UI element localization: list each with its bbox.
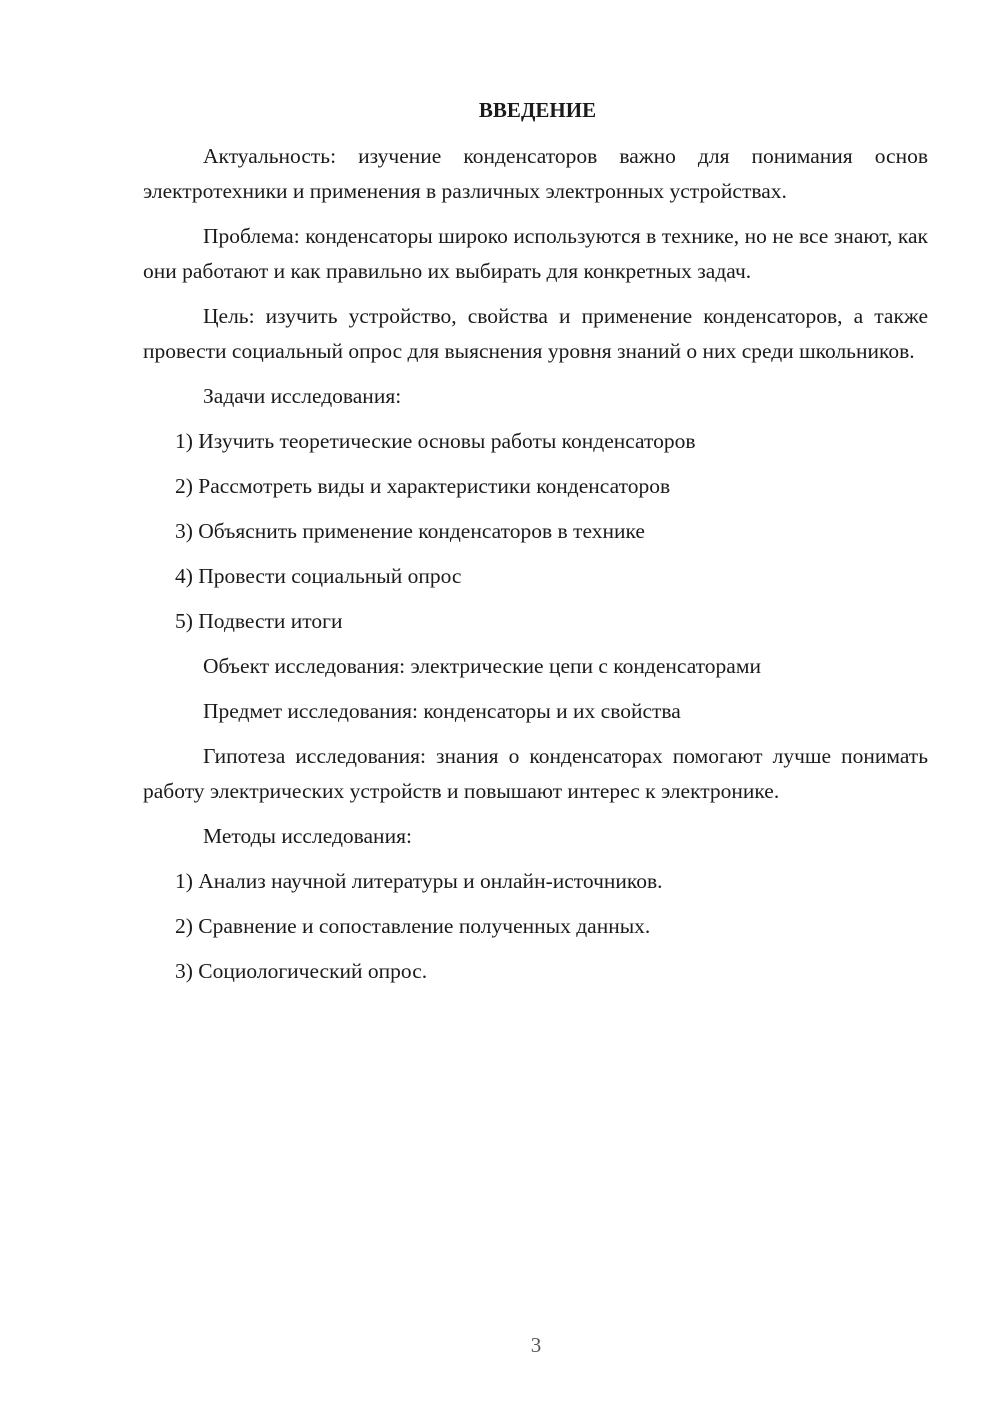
task-item: 5) Подвести итоги (175, 609, 343, 633)
methods-list (143, 864, 928, 989)
hypothesis-paragraph: Гипотеза исследования: знания о конденсаторах помогают лучше понимать работу электрических устройств и повышают интерес к электронике. (143, 744, 928, 803)
subject-line: Предмет исследования: конденсаторы и их свойства (203, 699, 681, 723)
task-item: 4) Провести социальный опрос (175, 564, 462, 588)
problem-paragraph: Проблема: конденсаторы широко используются в технике, но не все знают, как они работают и как правильно их выбирать для конкретных задач. (143, 224, 928, 283)
method-item: 2) Сравнение и сопоставление полученных данных. (175, 914, 651, 938)
tasks-heading: Задачи исследования: (203, 384, 402, 408)
methods-heading: Методы исследования: (203, 824, 412, 848)
tasks-list (143, 424, 928, 639)
relevance-paragraph: Актуальность: изучение конденсаторов важно для понимания основ электротехники и применения в различных электронных устройствах. (143, 144, 928, 203)
section-title: ВВЕДЕНИЕ (478, 98, 597, 122)
task-item: 2) Рассмотреть виды и характеристики конденсаторов (175, 474, 671, 498)
goal-paragraph: Цель: изучить устройство, свойства и применение конденсаторов, а также провести социальный опрос для выяснения уровня знаний о них среди школьников. (143, 304, 928, 363)
task-item: 3) Объяснить применение конденсаторов в технике (175, 519, 645, 543)
method-item: 1) Анализ научной литературы и онлайн-источников. (175, 869, 663, 893)
page-number: 3 (530, 1333, 542, 1357)
document-page (143, 95, 928, 999)
object-line: Объект исследования: электрические цепи с конденсаторами (203, 654, 761, 678)
task-item: 1) Изучить теоретические основы работы конденсаторов (175, 429, 696, 453)
method-item: 3) Социологический опрос. (175, 959, 428, 983)
